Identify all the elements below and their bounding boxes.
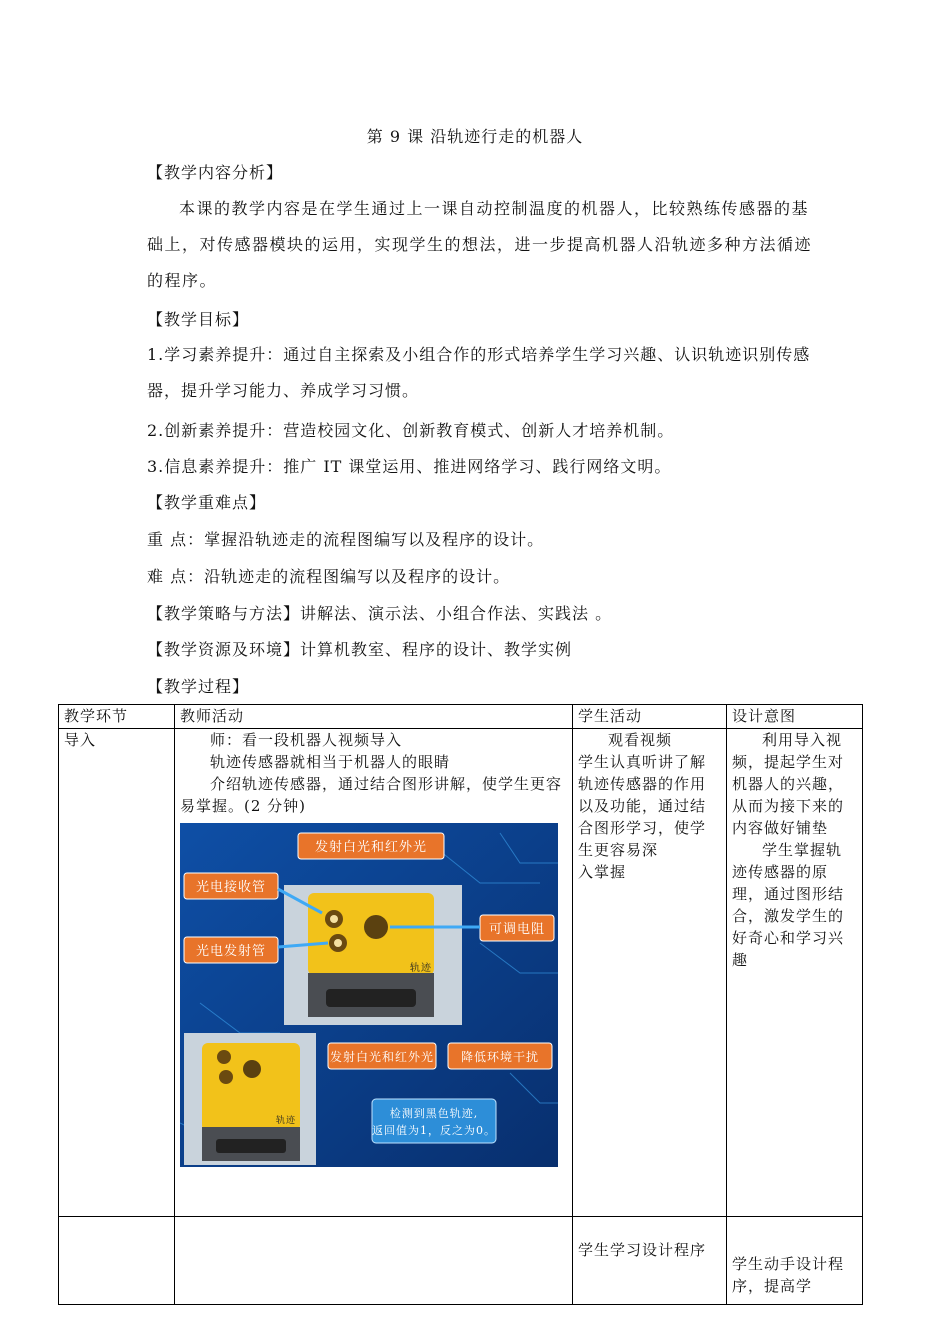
label-bottom-1-text: 发射白光和红外光 [329,1050,435,1064]
objective-2: 2.创新素养提升：营造校园文化、创新教育模式、创新人才培养机制。 [147,421,675,440]
table-row [59,1217,863,1305]
teacher-activity-cell [175,1217,573,1305]
note-line-1: 检测到黑色轨迹, [389,1107,479,1120]
student-line-2: 学生认真听讲了解轨迹传感器的作用以及功能，通过结合图形学习，使学生更容易深 [578,753,707,859]
intent-line: 学生动手设计程序，提高学 [732,1255,845,1295]
process-table [58,704,863,1305]
header-intent: 设计意图 [727,705,863,729]
objective-1: 1.学习素养提升：通过自主探索及小组合作的形式培养学生学习兴趣、认识轨迹识别传感器，提升学习能力、养成学习习惯。 [147,345,811,400]
label-resistor-text: 可调电阻 [488,922,546,937]
key-point: 重 点：掌握沿轨迹走的流程图编写以及程序的设计。 [147,530,545,549]
student-line: 学生学习设计程序 [578,1241,707,1259]
difficult-point: 难 点：沿轨迹走的流程图编写以及程序的设计。 [147,567,511,586]
page-title: 第 9 课 沿轨迹行走的机器人 [366,127,584,146]
content-analysis-heading: 【教学内容分析】 [147,163,284,182]
label-emitter-text: 光电发射管 [195,944,267,959]
header-teacher: 教师活动 [175,705,573,729]
sensor-figure [180,823,558,1167]
design-intent-cell [727,1217,863,1305]
process-heading: 【教学过程】 [147,677,250,696]
content-analysis-body: 本课的教学内容是在学生通过上一课自动控制温度的机器人，比较熟练传感器的基础上，对传感器模块的运用，实现学生的想法，进一步提高机器人沿轨迹多种方法循迹的程序。 [147,199,813,290]
stage-cell [59,1217,175,1305]
student-line-1: 观看视频 [608,731,673,749]
teacher-line-3: 介绍轨迹传感器，通过结合图形讲解，使学生更容易掌握。(2 分钟) [180,775,563,815]
strategy-line: 【教学策略与方法】讲解法、演示法、小组合作法、实践法 。 [147,604,613,623]
resistor-hole [364,915,388,939]
intent-line-1: 利用导入视频，提起学生对机器人的兴趣，从而为接下来的内容做好铺垫 [732,731,845,837]
objective-3: 3.信息素养提升：推广 IT 课堂运用、推进网络学习、践行网络文明。 [147,457,672,476]
teacher-line-2: 轨迹传感器就相当于机器人的眼睛 [210,753,451,771]
label-bottom-2-text: 降低环境干扰 [460,1050,540,1064]
student-activity-cell [573,729,727,1217]
module-text-upper: 轨迹 [410,963,432,974]
design-intent-cell [727,729,863,1217]
module-text-lower: 轨迹 [276,1116,297,1126]
note-line-2: 返回值为1，反之为0。 [372,1124,496,1137]
table-header-row [59,705,863,729]
student-activity-cell [573,1217,727,1305]
resources-line: 【教学资源及环境】计算机教室、程序的设计、教学实例 [147,640,573,659]
label-receiver-text: 光电接收管 [195,880,267,895]
intent-line-2: 学生掌握轨迹传感器的原理，通过图形结合，激发学生的好奇心和学习兴趣 [732,841,845,969]
table-row [59,729,863,1217]
student-line-3: 入掌握 [578,863,627,881]
teacher-line-1: 师：看一段机器人视频导入 [210,731,403,749]
header-student: 学生活动 [573,705,727,729]
objectives-heading: 【教学目标】 [147,310,250,329]
label-top-banner-text: 发射白光和红外光 [314,840,428,855]
sensor-figure-svg [180,823,558,1167]
header-stage: 教学环节 [59,705,175,729]
stage-cell: 导入 [59,729,175,1217]
teacher-activity-cell [175,729,573,1217]
key-points-heading: 【教学重难点】 [147,493,267,512]
